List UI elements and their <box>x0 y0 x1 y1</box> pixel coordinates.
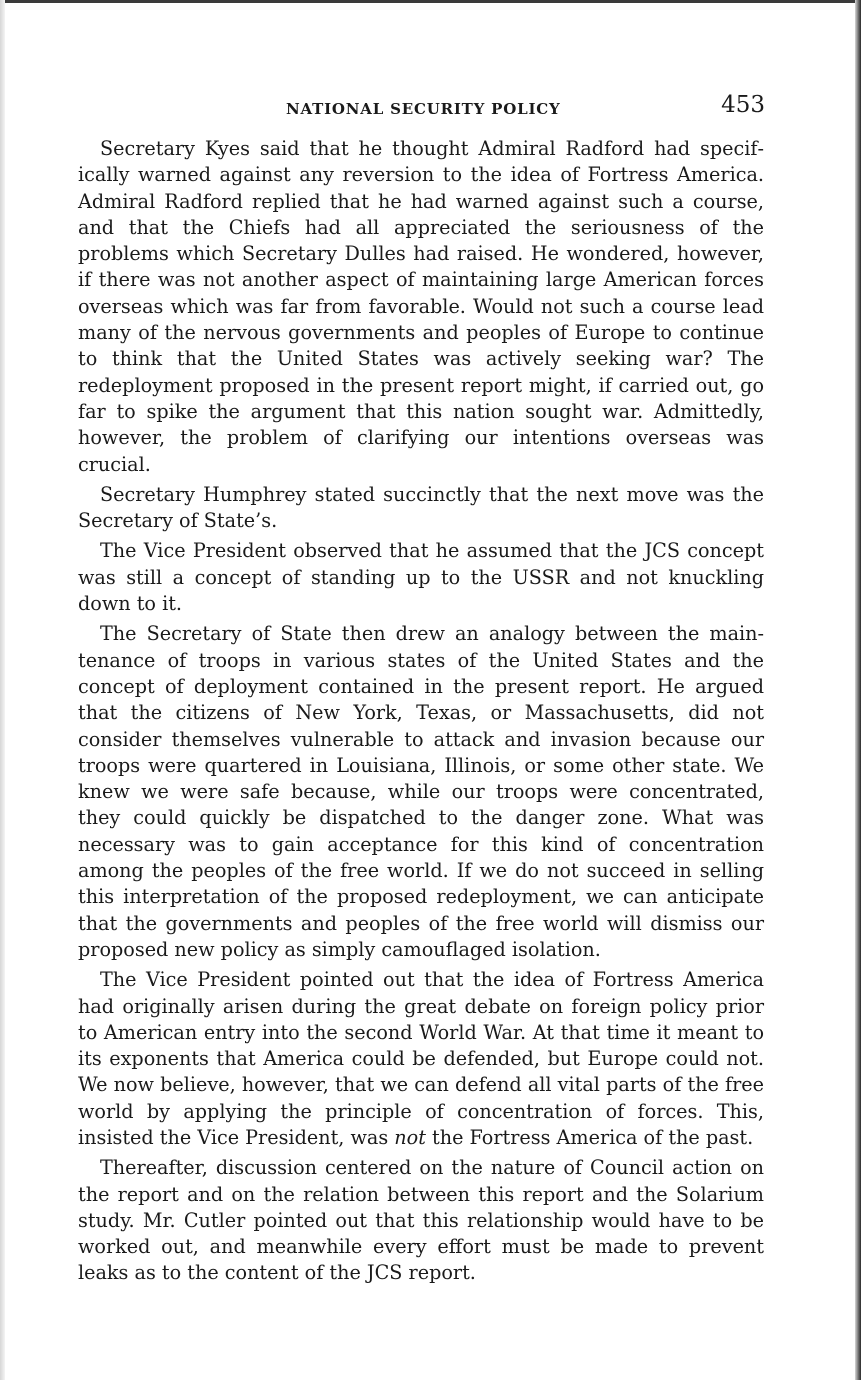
body-text <box>78 136 764 1291</box>
paragraph-humphrey: Secretary Humphrey stated succinctly that the next move was the Secretary of State’s. <box>78 482 764 533</box>
paragraph-vice-president-jcs: The Vice President observed that he assumed that the JCS concept was still a concept of standing up to the USSR and not knuckling down to it. <box>78 539 764 616</box>
paragraph-kyes-radford: Secretary Kyes said that he thought Admiral Radford had specifically warned against any reversion to the idea of Fortress America. Admiral Radford replied that he had warned against such a course, and that the Chiefs had all appreciated the seriousness of the problems which Secretary Dulles had raised. He wondered, however, if there was not another aspect of maintaining large American forces overseas which was far from favorable. Would not such a course lead many of the nervous governments and peoples of Europe to continue to think that the United States was actively seeking war? The redeployment proposed in the present report might, if carried out, go far to spike the argument that this nation sought war. Admittedly, however, the problem of clarifying our intentions overseas was crucial. <box>78 137 764 476</box>
page-number: 453 <box>721 92 765 118</box>
running-head: NATIONAL SECURITY POLICY <box>286 100 561 118</box>
emphasis-not: not <box>394 1125 426 1149</box>
scan-edge-top <box>0 0 861 3</box>
paragraph-fortress-america-text-before: The Vice President pointed out that the idea of Fortress America had originally arisen during the great debate on foreign policy prior to American entry into the second World War. At that time it meant to its exponents that America could be defended, but Europe could not. We now believe, however, that we can defend all vital parts of the free world by applying the principle of concentration of forces. This, insisted the Vice President, was <box>78 968 764 1149</box>
paragraph-secretary-of-state-analogy: The Secretary of State then drew an analogy between the maintenance of troops in various states of the United States and the concept of deployment contained in the present report. He argued that the citizens of New York, Texas, or Massachusetts, did not consider themselves vulnerable to attack and invasion because our troops were quartered in Louisiana, Illinois, or some other state. We knew we were safe because, while our troops were concentrated, they could quickly be dispatched to the danger zone. What was necessary was to gain acceptance for this kind of concentration among the peoples of the free world. If we do not succeed in selling this interpretation of the proposed redeployment, we can anticipate that the governments and peoples of the free world will dismiss our proposed new policy as simply camouflaged isolation. <box>78 622 764 961</box>
paragraph-council-action: Thereafter, discussion centered on the nature of Council action on the report and on the relation between this report and the Solarium study. Mr. Cutler pointed out that this relationship would have to be worked out, and meanwhile every effort must be made to prevent leaks as to the content of the JCS report. <box>78 1156 764 1285</box>
scan-edge-left <box>0 0 5 1380</box>
paragraph-fortress-america-text-after: the Fortress America of the past. <box>425 1125 754 1149</box>
paragraph-fortress-america <box>78 967 764 1151</box>
scan-edge-right <box>855 0 861 1380</box>
